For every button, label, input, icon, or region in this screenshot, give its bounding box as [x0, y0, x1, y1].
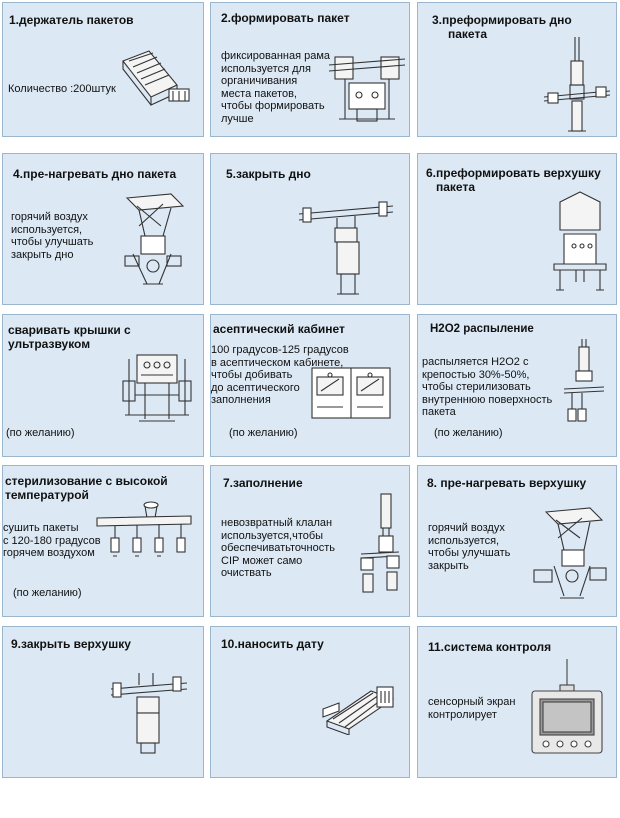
date-printer-icon: [321, 681, 397, 735]
ultrasonic-welder-icon: [115, 351, 195, 425]
step-title: 7.заполнение: [223, 476, 303, 490]
step-title: 3.преформировать дно пакета: [432, 13, 572, 41]
step-1-bag-holder: [2, 2, 204, 137]
step-11-control-system: [417, 626, 617, 778]
step-title: 1.держатель пакетов: [9, 13, 134, 27]
step-title: 9.закрыть верхушку: [11, 637, 131, 651]
bottom-heater-icon: [113, 192, 193, 292]
step-title: асептический кабинет: [213, 322, 345, 336]
step-7-filling: [210, 465, 410, 617]
step-title: 2.формировать пакет: [221, 11, 350, 25]
step-6-top-preform: [417, 153, 617, 305]
step-high-temp-sterilization: [2, 465, 204, 617]
step-title: 10.наносить дату: [221, 637, 324, 651]
step-title: сваривать крышки с ультразвуком: [8, 323, 131, 351]
step-title: стерилизование с высокой температурой: [5, 474, 168, 502]
top-heater-icon: [528, 506, 612, 606]
step-title: 6.преформировать верхушку пакета: [426, 166, 601, 194]
bag-holder-icon: [115, 47, 193, 109]
step-title: 4.пре-нагревать дно пакета: [13, 167, 177, 181]
step-4-bottom-preheat: [2, 153, 204, 305]
step-title: 5.закрыть дно: [226, 167, 311, 181]
step-8-top-preheat: [417, 465, 617, 617]
step-ultrasonic-welding: [2, 314, 204, 457]
step-3-bottom-preform: [417, 2, 617, 137]
optional-note: (по желанию): [434, 427, 503, 439]
top-sealer-icon: [109, 671, 189, 755]
touch-screen-icon: [530, 657, 604, 755]
step-description: распыляется H2O2 с крепостью 30%-50%, чтобы стерилизовать внутреннюю поверхность пакета: [422, 356, 553, 418]
optional-note: (по желанию): [229, 427, 298, 439]
h2o2-sprayer-icon: [562, 337, 606, 425]
step-description: фиксированная рама используется для органичивания места пакетов, чтобы формировать лучше: [221, 50, 331, 125]
step-h2o2-spraying: [417, 314, 617, 457]
step-description: горячий воздух используется, чтобы улучшать закрыть дно: [11, 211, 94, 261]
optional-note: (по желанию): [6, 427, 75, 439]
step-5-bottom-seal: [210, 153, 410, 305]
step-description: сушить пакеты с 120-180 градусов горячем воздухом: [3, 522, 101, 559]
step-title: 11.система контроля: [428, 640, 552, 654]
filling-valve-icon: [357, 492, 403, 596]
step-10-date-printing: [210, 626, 410, 778]
step-description: горячий воздух используется, чтобы улучшать закрыть: [428, 522, 511, 572]
step-description: 100 градусов-125 градусов в асептическом кабинете, чтобы добивать до асептического заполнения: [211, 344, 349, 406]
step-title: 8. пре-нагревать верхушку: [427, 476, 587, 490]
step-description: сенсорный экран контролирует: [428, 696, 516, 721]
step-9-top-seal: [2, 626, 204, 778]
bottom-sealer-icon: [297, 198, 397, 298]
step-description: Количество :200штук: [8, 83, 116, 95]
hot-air-manifold-icon: [95, 500, 193, 566]
step-2-bag-forming: [210, 2, 410, 137]
bottom-preform-icon: [542, 35, 612, 135]
aseptic-cabinet-icon: [311, 367, 391, 419]
top-preform-icon: [550, 190, 610, 294]
step-aseptic-cabinet: [210, 314, 410, 457]
step-description: невозвратный клалан используется,чтобы обеспечиватьточность CIP может само очиствать: [221, 517, 335, 579]
step-title: H2O2 распыление: [430, 323, 534, 335]
optional-note: (по желанию): [13, 587, 82, 599]
forming-frame-icon: [327, 49, 407, 127]
